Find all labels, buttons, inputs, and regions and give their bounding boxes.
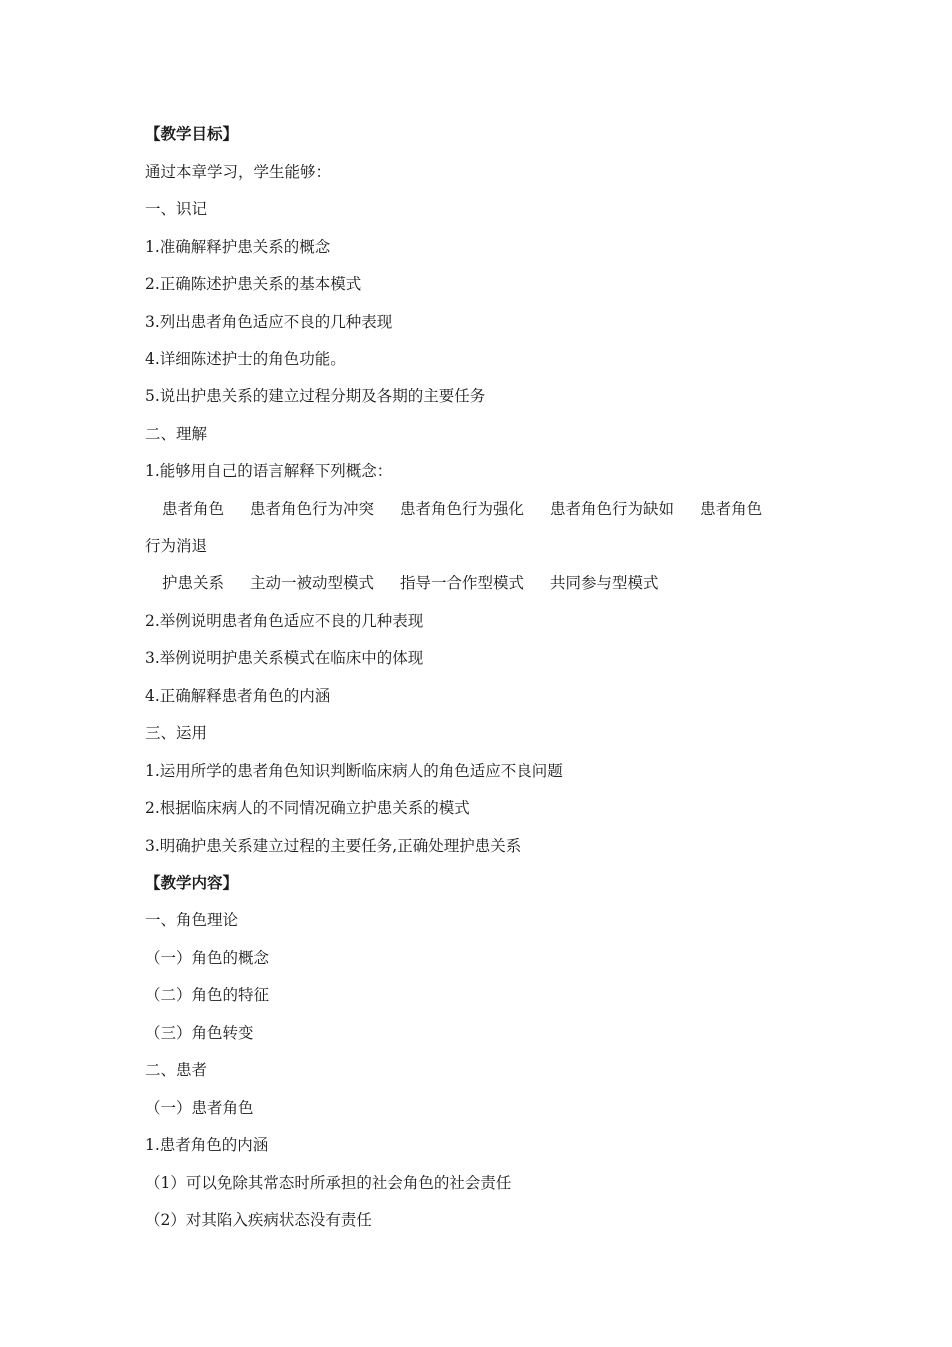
memorize-item-4: 4.详细陈述护士的角色功能。 [145,350,346,368]
concept-terms-row-1-continued: 行为消退 [145,537,208,555]
goals-heading: 【教学目标】 [145,124,239,143]
term: 护患关系 [162,574,225,592]
understand-item-1: 1.能够用自己的语言解释下列概念： [145,462,393,480]
term: 患者角色 [700,500,763,518]
role-theory-item-2: （二）角色的特征 [145,986,270,1004]
memorize-item-1: 1.准确解释护患关系的概念 [145,238,331,256]
term: 患者角色行为冲突 [250,500,375,518]
patient-detail-2: （2）对其陷入疾病状态没有责任 [145,1211,372,1229]
part-role-theory-title: 一、角色理论 [145,911,239,929]
concept-terms-row-1 [162,499,762,519]
role-theory-item-1: （一）角色的概念 [145,949,270,967]
apply-item-3: 3.明确护患关系建立过程的主要任务,正确处理护患关系 [145,837,522,855]
understand-item-2: 2.举例说明患者角色适应不良的几种表现 [145,612,424,630]
apply-item-1: 1.运用所学的患者角色知识判断临床病人的角色适应不良问题 [145,762,563,780]
role-theory-item-3: （三）角色转变 [145,1024,254,1042]
memorize-item-2: 2.正确陈述护患关系的基本模式 [145,275,362,293]
term: 患者角色行为缺如 [550,500,675,518]
patient-detail-1: （1）可以免除其常态时所承担的社会角色的社会责任 [145,1174,512,1192]
apply-item-2: 2.根据临床病人的不同情况确立护患关系的模式 [145,799,470,817]
concept-terms-row-2 [162,573,659,593]
term: 患者角色 [162,500,225,518]
patient-point-1: 1.患者角色的内涵 [145,1136,269,1154]
understand-item-3: 3.举例说明护患关系模式在临床中的体现 [145,649,424,667]
goals-intro: 通过本章学习，学生能够： [145,163,332,181]
content-heading: 【教学内容】 [145,873,239,892]
term: 患者角色行为强化 [400,500,525,518]
term: 共同参与型模式 [550,574,659,592]
section-memorize-title: 一、识记 [145,200,208,218]
memorize-item-5: 5.说出护患关系的建立过程分期及各期的主要任务 [145,387,486,405]
patient-sub-1: （一）患者角色 [145,1099,254,1117]
term: 指导一合作型模式 [400,574,525,592]
section-understand-title: 二、理解 [145,425,208,443]
understand-item-4: 4.正确解释患者角色的内涵 [145,687,331,705]
memorize-item-3: 3.列出患者角色适应不良的几种表现 [145,313,393,331]
term: 主动一被动型模式 [250,574,375,592]
section-apply-title: 三、运用 [145,724,208,742]
part-patient-title: 二、患者 [145,1061,208,1079]
